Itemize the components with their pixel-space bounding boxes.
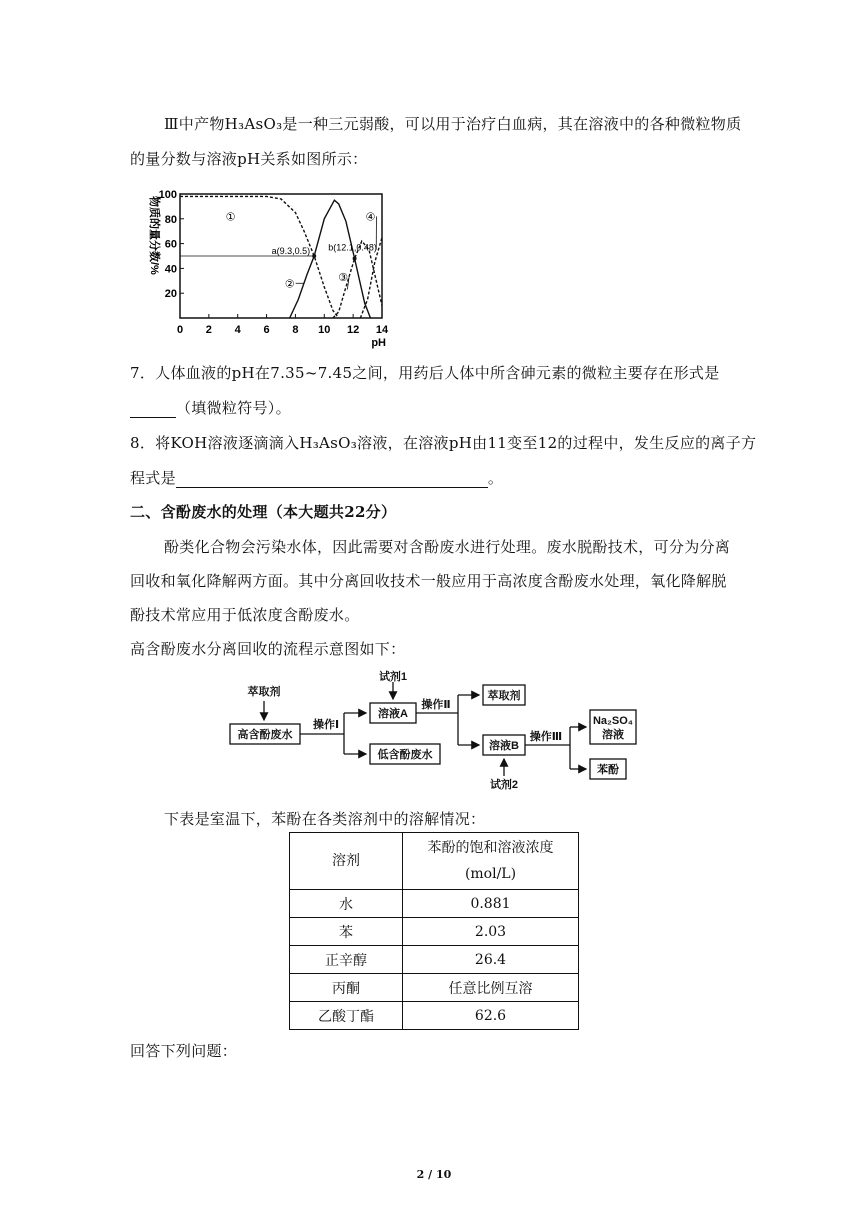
header-conc-line-1: 苯酚的饱和溶液浓度: [427, 840, 554, 856]
table-row: [290, 1002, 579, 1030]
header-conc-line-2: (mol/L): [464, 866, 517, 882]
table-intro: 下表是室温下，苯酚在各类溶剂中的溶解情况：: [164, 810, 486, 828]
y-tick-label: 80: [164, 213, 177, 226]
cell-value: 62.6: [403, 1002, 579, 1030]
flow-op2-label: 操作Ⅱ: [421, 699, 451, 711]
section-2-heading: 二、含酚废水的处理（本大题共22分）: [130, 503, 397, 521]
section-2-para-line-3: 酚技术常应用于低浓度含酚废水。: [130, 606, 360, 624]
flow-reagent2-label: 试剂2: [489, 779, 519, 791]
flow-na2so4-label: Na₂SO₄: [592, 715, 634, 727]
table-row: [290, 890, 579, 918]
header-solvent: 溶剂: [290, 833, 403, 890]
x-axis-label: pH: [371, 337, 386, 349]
flow-phenol-label: 苯酚: [597, 764, 619, 776]
section-2-para-line-1: 酚类化合物会污染水体，因此需要对含酚废水进行处理。废水脱酚技术，可分为分离: [164, 538, 731, 556]
y-tick-label: 60: [164, 238, 177, 251]
cell-value: 2.03: [403, 918, 579, 946]
annotation-point: [353, 256, 357, 260]
annotation-label: b(12.1,0.48): [328, 242, 377, 253]
x-tick-label: 6: [263, 324, 270, 336]
question-7-line-1: 7．人体血液的pH在7.35~7.45之间，用药后人体中所含砷元素的微粒主要存在形式是: [130, 364, 720, 382]
cell-solvent: 水: [290, 890, 403, 918]
flow-op3-label: 操作Ⅲ: [529, 731, 563, 743]
page-number: 2 / 10: [416, 1168, 452, 1181]
intro-line-1: Ⅲ中产物H₃AsO₃是一种三元弱酸，可以用于治疗白血病，其在溶液中的各种微粒物质: [164, 115, 742, 133]
flow-intro: 高含酚废水分离回收的流程示意图如下：: [130, 640, 406, 658]
cell-value: 26.4: [403, 946, 579, 974]
question-8-line-1: 8．将KOH溶液逐滴滴入H₃AsO₃溶液，在溶液pH由11变至12的过程中，发生反应的离子方: [130, 434, 757, 452]
y-tick-label: 20: [164, 288, 177, 301]
question-7-line-2: [130, 397, 291, 418]
cell-solvent: 乙酸丁酯: [290, 1002, 403, 1030]
question-8-suffix: 。: [487, 469, 504, 487]
y-tick-label: 100: [158, 189, 177, 201]
series-line: [290, 200, 371, 318]
x-tick-label: 2: [205, 324, 212, 336]
y-axis-label: 物质的量分数/%: [148, 196, 160, 275]
x-tick-label: 0: [176, 324, 184, 336]
x-tick-label: 14: [375, 324, 389, 336]
series-label: ①: [225, 211, 236, 224]
annotation-label: a(9.3,0.5): [271, 246, 311, 256]
table-row: [290, 974, 579, 1002]
series-label: ④: [365, 211, 376, 224]
question-8-line-2: [130, 467, 503, 488]
question-8-prefix: 程式是: [130, 469, 176, 487]
flowchart: [220, 668, 650, 798]
question-7-hint: （填微粒符号）。: [176, 399, 291, 417]
flow-extractant-out-label: 萃取剂: [487, 690, 521, 702]
cell-value: 0.881: [403, 890, 579, 918]
flow-high-phenol-label: 高含酚废水: [237, 729, 293, 741]
answer-blank-q7[interactable]: [130, 399, 176, 418]
cell-solvent: 丙酮: [290, 974, 403, 1002]
x-tick-label: 10: [318, 324, 331, 336]
answer-prompt: 回答下列问题：: [130, 1042, 238, 1060]
cell-solvent: 苯: [290, 918, 403, 946]
flow-na2so4-line2-label: 溶液: [602, 729, 624, 741]
intro-line-2: 的量分数与溶液pH关系如图所示：: [130, 150, 368, 168]
annotation-point: [312, 254, 316, 258]
y-tick-label: 40: [164, 263, 177, 276]
flow-extractant-label: 萃取剂: [247, 686, 281, 698]
answer-blank-q8[interactable]: [176, 469, 488, 488]
flow-low-phenol-label: 低含酚废水: [377, 749, 433, 761]
solubility-table: [289, 832, 579, 1030]
section-2-para-line-2: 回收和氧化降解两方面。其中分离回收技术一般应用于高浓度含酚废水处理，氧化降解脱: [130, 572, 727, 590]
x-tick-label: 4: [234, 324, 241, 336]
header-concentration: [403, 833, 579, 890]
cell-value: 任意比例互溶: [403, 974, 579, 1002]
table-row: [290, 946, 579, 974]
table-row: [290, 918, 579, 946]
cell-solvent: 正辛醇: [290, 946, 403, 974]
x-tick-label: 12: [347, 324, 360, 336]
flow-op1-label: 操作Ⅰ: [312, 719, 340, 731]
flow-solution-a-label: 溶液A: [378, 708, 408, 720]
series-label: ③: [338, 272, 348, 285]
species-fraction-chart: [135, 180, 405, 350]
flow-solution-b-label: 溶液B: [489, 740, 519, 752]
series-label: ②: [284, 278, 295, 291]
flow-reagent1-label: 试剂1: [378, 671, 408, 683]
x-tick-label: 8: [292, 324, 299, 336]
